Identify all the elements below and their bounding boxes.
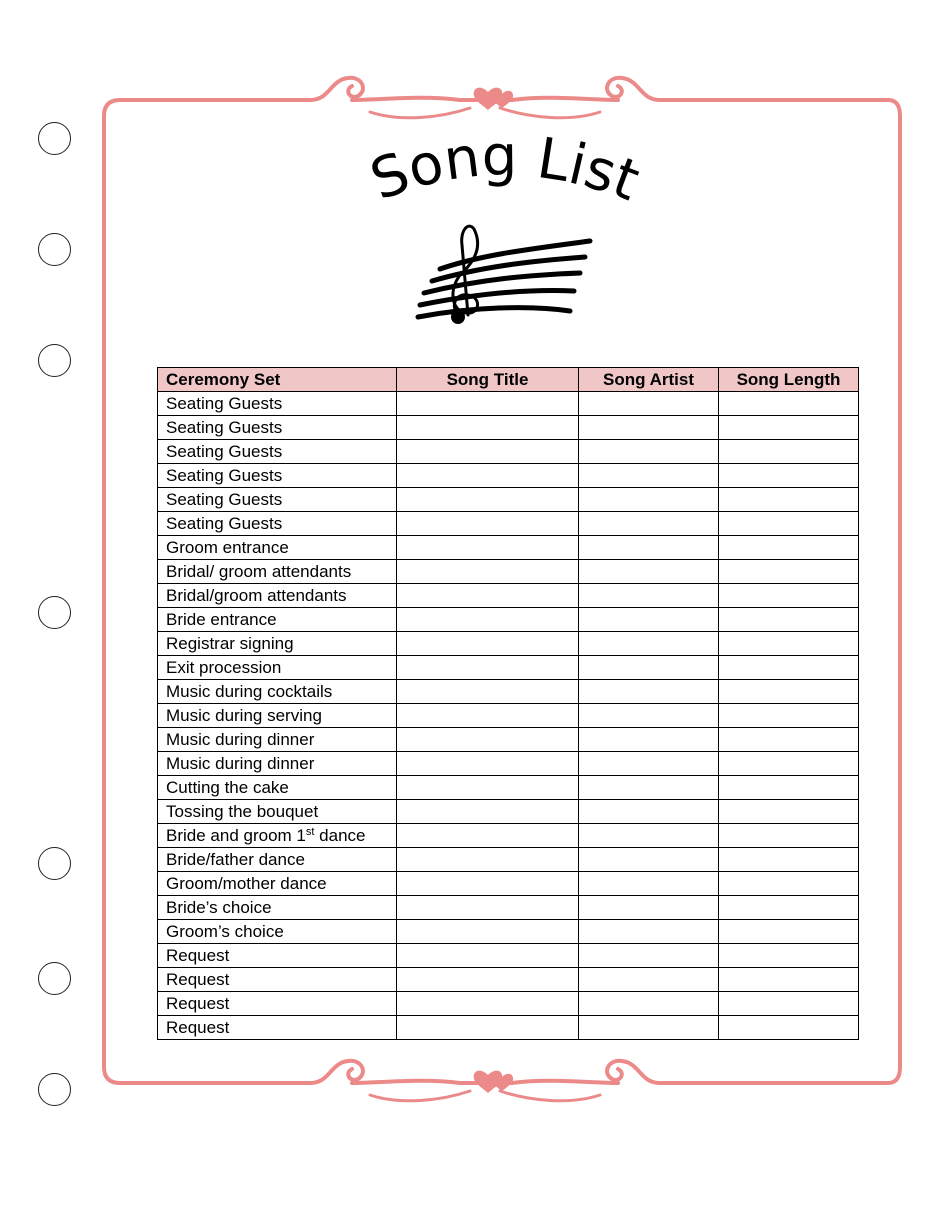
ordinal-suffix: st — [305, 826, 315, 838]
song-length-cell[interactable] — [719, 632, 859, 656]
song-artist-cell[interactable] — [579, 656, 719, 680]
song-title-cell[interactable] — [397, 440, 579, 464]
song-title-cell[interactable] — [397, 464, 579, 488]
ceremony-set-cell: Bridal/groom attendants — [158, 584, 397, 608]
song-title-cell[interactable] — [397, 656, 579, 680]
ceremony-set-cell: Bride/father dance — [158, 848, 397, 872]
song-artist-cell[interactable] — [579, 416, 719, 440]
song-length-cell[interactable] — [719, 704, 859, 728]
song-title-cell[interactable] — [397, 968, 579, 992]
song-title-cell[interactable] — [397, 584, 579, 608]
song-title-cell[interactable] — [397, 776, 579, 800]
table-row — [158, 464, 859, 488]
song-artist-cell[interactable] — [579, 752, 719, 776]
song-length-cell[interactable] — [719, 872, 859, 896]
song-title-cell[interactable] — [397, 416, 579, 440]
table-row — [158, 1016, 859, 1040]
table-row — [158, 920, 859, 944]
song-title-cell[interactable] — [397, 704, 579, 728]
ceremony-set-cell: Request — [158, 944, 397, 968]
table-row — [158, 416, 859, 440]
table-row — [158, 536, 859, 560]
song-title-cell[interactable] — [397, 536, 579, 560]
ceremony-set-cell: Seating Guests — [158, 488, 397, 512]
table-row — [158, 656, 859, 680]
song-artist-cell[interactable] — [579, 704, 719, 728]
table-row — [158, 800, 859, 824]
table-row — [158, 608, 859, 632]
ceremony-set-cell: Music during dinner — [158, 752, 397, 776]
table-row — [158, 752, 859, 776]
song-length-cell[interactable] — [719, 512, 859, 536]
song-artist-cell[interactable] — [579, 824, 719, 848]
column-header-song-artist: Song Artist — [579, 368, 719, 392]
ceremony-set-cell: Bride entrance — [158, 608, 397, 632]
table-row — [158, 488, 859, 512]
song-artist-cell[interactable] — [579, 776, 719, 800]
ceremony-set-cell: Request — [158, 968, 397, 992]
table-header-row — [158, 368, 859, 392]
ceremony-set-text: dance — [314, 826, 366, 845]
table-row — [158, 584, 859, 608]
table-row — [158, 680, 859, 704]
table-row — [158, 896, 859, 920]
song-length-cell[interactable] — [719, 416, 859, 440]
song-title-cell[interactable] — [397, 800, 579, 824]
table-row — [158, 632, 859, 656]
ceremony-set-cell: Seating Guests — [158, 464, 397, 488]
ceremony-set-cell: Registrar signing — [158, 632, 397, 656]
song-length-cell[interactable] — [719, 848, 859, 872]
song-title-cell[interactable] — [397, 680, 579, 704]
table-row — [158, 944, 859, 968]
song-length-cell[interactable] — [719, 584, 859, 608]
song-artist-cell[interactable] — [579, 440, 719, 464]
column-header-song-length: Song Length — [719, 368, 859, 392]
ceremony-set-cell: Request — [158, 992, 397, 1016]
ceremony-set-cell: Groom/mother dance — [158, 872, 397, 896]
song-title-cell[interactable] — [397, 944, 579, 968]
song-length-cell[interactable] — [719, 608, 859, 632]
song-length-cell[interactable] — [719, 488, 859, 512]
song-length-cell[interactable] — [719, 992, 859, 1016]
song-length-cell[interactable] — [719, 968, 859, 992]
table-row — [158, 776, 859, 800]
treble-clef-staff-icon — [410, 215, 600, 330]
song-artist-cell[interactable] — [579, 896, 719, 920]
table-row — [158, 968, 859, 992]
song-length-cell[interactable] — [719, 536, 859, 560]
song-title-cell[interactable] — [397, 392, 579, 416]
song-artist-cell[interactable] — [579, 680, 719, 704]
ceremony-set-cell: Seating Guests — [158, 440, 397, 464]
ceremony-set-cell: Request — [158, 1016, 397, 1040]
ceremony-set-cell: Exit procession — [158, 656, 397, 680]
song-length-cell[interactable] — [719, 656, 859, 680]
song-title-cell[interactable] — [397, 560, 579, 584]
ceremony-set-cell — [158, 824, 397, 848]
song-artist-cell[interactable] — [579, 848, 719, 872]
song-length-cell[interactable] — [719, 896, 859, 920]
song-title-cell[interactable] — [397, 728, 579, 752]
song-artist-cell[interactable] — [579, 992, 719, 1016]
ceremony-set-text: Bride and groom 1 — [166, 826, 306, 845]
column-header-ceremony-set: Ceremony Set — [158, 368, 397, 392]
ceremony-set-cell: Groom entrance — [158, 536, 397, 560]
song-artist-cell[interactable] — [579, 968, 719, 992]
song-title-cell[interactable] — [397, 848, 579, 872]
song-title-cell[interactable] — [397, 512, 579, 536]
ceremony-set-cell: Music during dinner — [158, 728, 397, 752]
song-length-cell[interactable] — [719, 800, 859, 824]
ceremony-set-cell: Tossing the bouquet — [158, 800, 397, 824]
song-length-cell[interactable] — [719, 728, 859, 752]
ceremony-set-cell: Cutting the cake — [158, 776, 397, 800]
song-artist-cell[interactable] — [579, 560, 719, 584]
song-length-cell[interactable] — [719, 1016, 859, 1040]
song-artist-cell[interactable] — [579, 944, 719, 968]
song-artist-cell[interactable] — [579, 512, 719, 536]
svg-text:Song List: Song List — [362, 130, 648, 215]
song-title-cell[interactable] — [397, 896, 579, 920]
song-length-cell[interactable] — [719, 440, 859, 464]
song-list-table — [157, 367, 859, 1040]
song-artist-cell[interactable] — [579, 800, 719, 824]
table-row — [158, 992, 859, 1016]
song-length-cell[interactable] — [719, 464, 859, 488]
song-length-cell[interactable] — [719, 920, 859, 944]
ceremony-set-cell: Seating Guests — [158, 392, 397, 416]
column-header-song-title: Song Title — [397, 368, 579, 392]
table-row — [158, 512, 859, 536]
song-length-cell[interactable] — [719, 776, 859, 800]
table-row — [158, 392, 859, 416]
song-length-cell[interactable] — [719, 824, 859, 848]
song-artist-cell[interactable] — [579, 632, 719, 656]
ceremony-set-cell: Music during serving — [158, 704, 397, 728]
song-artist-cell[interactable] — [579, 392, 719, 416]
song-artist-cell[interactable] — [579, 872, 719, 896]
song-artist-cell[interactable] — [579, 536, 719, 560]
table-row — [158, 848, 859, 872]
song-length-cell[interactable] — [719, 392, 859, 416]
table-row — [158, 440, 859, 464]
song-length-cell[interactable] — [719, 560, 859, 584]
song-title-cell[interactable] — [397, 752, 579, 776]
song-artist-cell[interactable] — [579, 488, 719, 512]
song-title-cell[interactable] — [397, 920, 579, 944]
song-title-cell[interactable] — [397, 824, 579, 848]
song-title-cell[interactable] — [397, 632, 579, 656]
song-length-cell[interactable] — [719, 680, 859, 704]
song-artist-cell[interactable] — [579, 608, 719, 632]
song-title-cell[interactable] — [397, 488, 579, 512]
table-row — [158, 560, 859, 584]
song-length-cell[interactable] — [719, 752, 859, 776]
table-row — [158, 872, 859, 896]
ceremony-set-cell: Bridal/ groom attendants — [158, 560, 397, 584]
table-row — [158, 704, 859, 728]
table-row — [158, 728, 859, 752]
ceremony-set-cell: Groom’s choice — [158, 920, 397, 944]
song-artist-cell[interactable] — [579, 1016, 719, 1040]
song-artist-cell[interactable] — [579, 584, 719, 608]
song-title-cell[interactable] — [397, 608, 579, 632]
table-row — [158, 824, 859, 848]
ceremony-set-cell: Seating Guests — [158, 512, 397, 536]
song-artist-cell[interactable] — [579, 464, 719, 488]
song-artist-cell[interactable] — [579, 728, 719, 752]
ceremony-set-cell: Seating Guests — [158, 416, 397, 440]
song-title-cell[interactable] — [397, 1016, 579, 1040]
song-title-cell[interactable] — [397, 872, 579, 896]
ceremony-set-cell: Bride’s choice — [158, 896, 397, 920]
song-length-cell[interactable] — [719, 944, 859, 968]
song-artist-cell[interactable] — [579, 920, 719, 944]
song-title-cell[interactable] — [397, 992, 579, 1016]
ceremony-set-cell: Music during cocktails — [158, 680, 397, 704]
